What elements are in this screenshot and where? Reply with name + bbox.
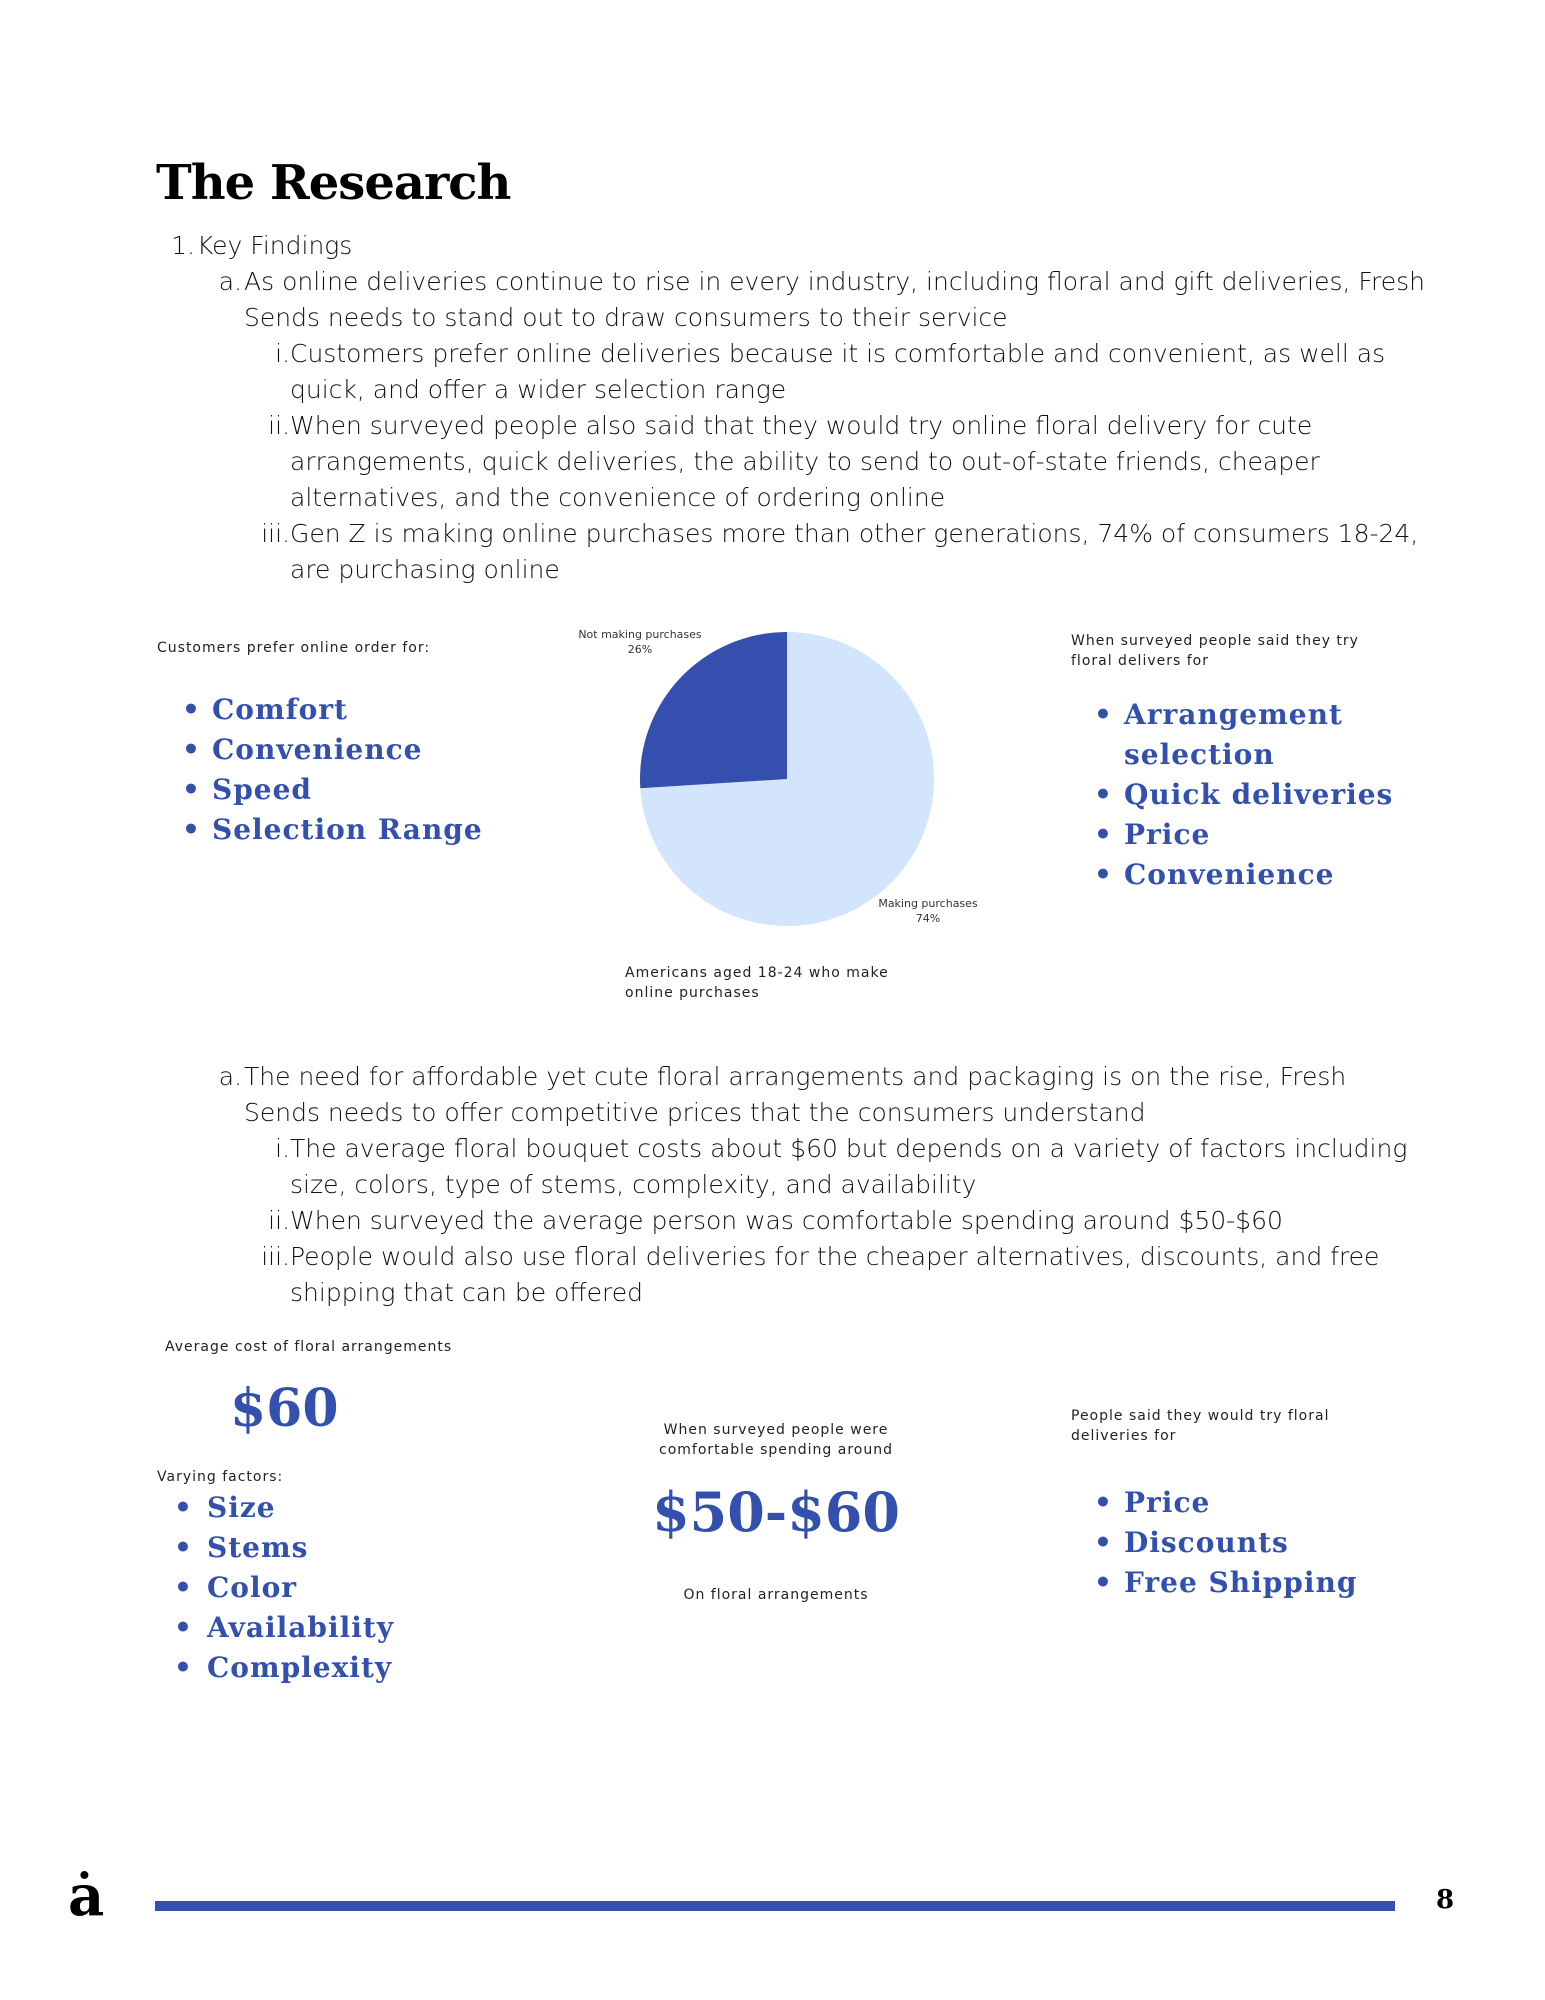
list-item-continuation: selection <box>1124 738 1275 771</box>
pie-label-not-making <box>570 627 710 657</box>
finding-a-line: As online deliveries continue to rise in every industry, including floral and gift deliveries, Fresh <box>244 267 1425 296</box>
section-2 <box>0 1059 1545 1319</box>
logo-glyph: ȧ <box>68 1863 105 1929</box>
finding-a-line: Sends needs to stand out to draw consumers to their service <box>244 303 1008 332</box>
average-cost-value: $60 <box>230 1378 339 1439</box>
list-marker: ii. <box>268 411 290 440</box>
finding-a-line: Sends needs to offer competitive prices that the consumers understand <box>244 1098 1146 1127</box>
pie-title-line: online purchases <box>625 985 760 1001</box>
list-item: • Discounts <box>1094 1523 1357 1563</box>
caption-line: floral delivers for <box>1071 653 1209 669</box>
caption-line: People said they would try floral <box>1071 1408 1330 1424</box>
finding-line: The average floral bouquet costs about $60 but depends on a variety of factors including <box>290 1134 1408 1163</box>
list-marker: a. <box>218 1062 242 1091</box>
right-panel-caption <box>1071 631 1359 671</box>
try-caption <box>1071 1406 1329 1446</box>
list-marker: i. <box>275 1134 290 1163</box>
heading-key-findings: Key Findings <box>197 231 353 260</box>
list-marker: i. <box>275 339 290 368</box>
list-item: • Convenience <box>1094 855 1393 895</box>
spend-range-value: $50-$60 <box>652 1480 900 1544</box>
list-item: • Price <box>1094 815 1393 855</box>
factors-list <box>174 1488 394 1688</box>
list-item: • Quick deliveries <box>1094 775 1393 815</box>
list-item: • Complexity <box>174 1648 394 1688</box>
list-item: • Stems <box>174 1528 394 1568</box>
list-item: • Free Shipping <box>1094 1563 1357 1603</box>
list-item: • Size <box>174 1488 394 1528</box>
list-item: • Color <box>174 1568 394 1608</box>
list-item: • Availability <box>174 1608 394 1648</box>
finding-line: size, colors, type of stems, complexity, and availability <box>290 1170 977 1199</box>
finding-line: shipping that can be offered <box>290 1278 643 1307</box>
brand-logo <box>68 1863 105 1929</box>
spend-footnote: On floral arrangements <box>683 1587 869 1603</box>
factors-label: Varying factors: <box>157 1469 284 1485</box>
pie-chart <box>560 610 1010 1010</box>
finding-line: quick, and offer a wider selection range <box>290 375 787 404</box>
finding-line: Customers prefer online deliveries because it is comfortable and convenient, as well as <box>290 339 1386 368</box>
left-panel-caption: Customers prefer online order for: <box>157 640 431 656</box>
cost-caption: Average cost of floral arrangements <box>165 1339 453 1355</box>
list-marker: 1. <box>171 231 195 260</box>
list-item: • Price <box>1094 1483 1357 1523</box>
finding-line: alternatives, and the convenience of ordering online <box>290 483 946 512</box>
list-marker: a. <box>218 267 242 296</box>
left-panel-list <box>182 690 483 850</box>
pie-title-line: Americans aged 18-24 who make <box>625 965 889 981</box>
spend-caption <box>576 1420 976 1460</box>
section-1 <box>0 228 1545 598</box>
list-marker: ii. <box>268 1206 290 1235</box>
finding-line: Gen Z is making online purchases more than other generations, 74% of consumers 18-24, <box>290 519 1419 548</box>
caption-line: comfortable spending around <box>659 1442 893 1458</box>
list-item: • Selection Range <box>182 810 483 850</box>
finding-a-line: The need for affordable yet cute floral arrangements and packaging is on the rise, Fresh <box>244 1062 1347 1091</box>
caption-line: When surveyed people were <box>663 1422 889 1438</box>
try-list <box>1094 1483 1357 1603</box>
right-panel-list <box>1094 695 1393 895</box>
list-marker: iii. <box>261 1242 290 1271</box>
caption-line: When surveyed people said they try <box>1071 633 1359 649</box>
caption-line: deliveries for <box>1071 1428 1177 1444</box>
pie-label-making <box>868 896 988 926</box>
list-marker: iii. <box>261 519 290 548</box>
list-item: • Convenience <box>182 730 483 770</box>
page-title: The Research <box>156 155 511 211</box>
pie-label-value: 26% <box>627 643 653 656</box>
pie-label-text: Not making purchases <box>578 628 702 641</box>
finding-line: When surveyed the average person was comfortable spending around $50-$60 <box>290 1206 1283 1235</box>
pie-label-value: 74% <box>915 912 941 925</box>
list-item: • Arrangement <box>1094 695 1393 735</box>
footer-divider <box>155 1901 1395 1911</box>
finding-line: When surveyed people also said that they would try online floral delivery for cute <box>290 411 1313 440</box>
list-item: • Comfort <box>182 690 483 730</box>
finding-line: arrangements, quick deliveries, the ability to send to out-of-state friends, cheaper <box>290 447 1320 476</box>
finding-line: People would also use floral deliveries for the cheaper alternatives, discounts, and free <box>290 1242 1380 1271</box>
pie-label-text: Making purchases <box>878 897 978 910</box>
page-number: 8 <box>1436 1885 1455 1915</box>
finding-line: are purchasing online <box>290 555 560 584</box>
list-item: • Speed <box>182 770 483 810</box>
pie-chart-title <box>625 963 889 1003</box>
